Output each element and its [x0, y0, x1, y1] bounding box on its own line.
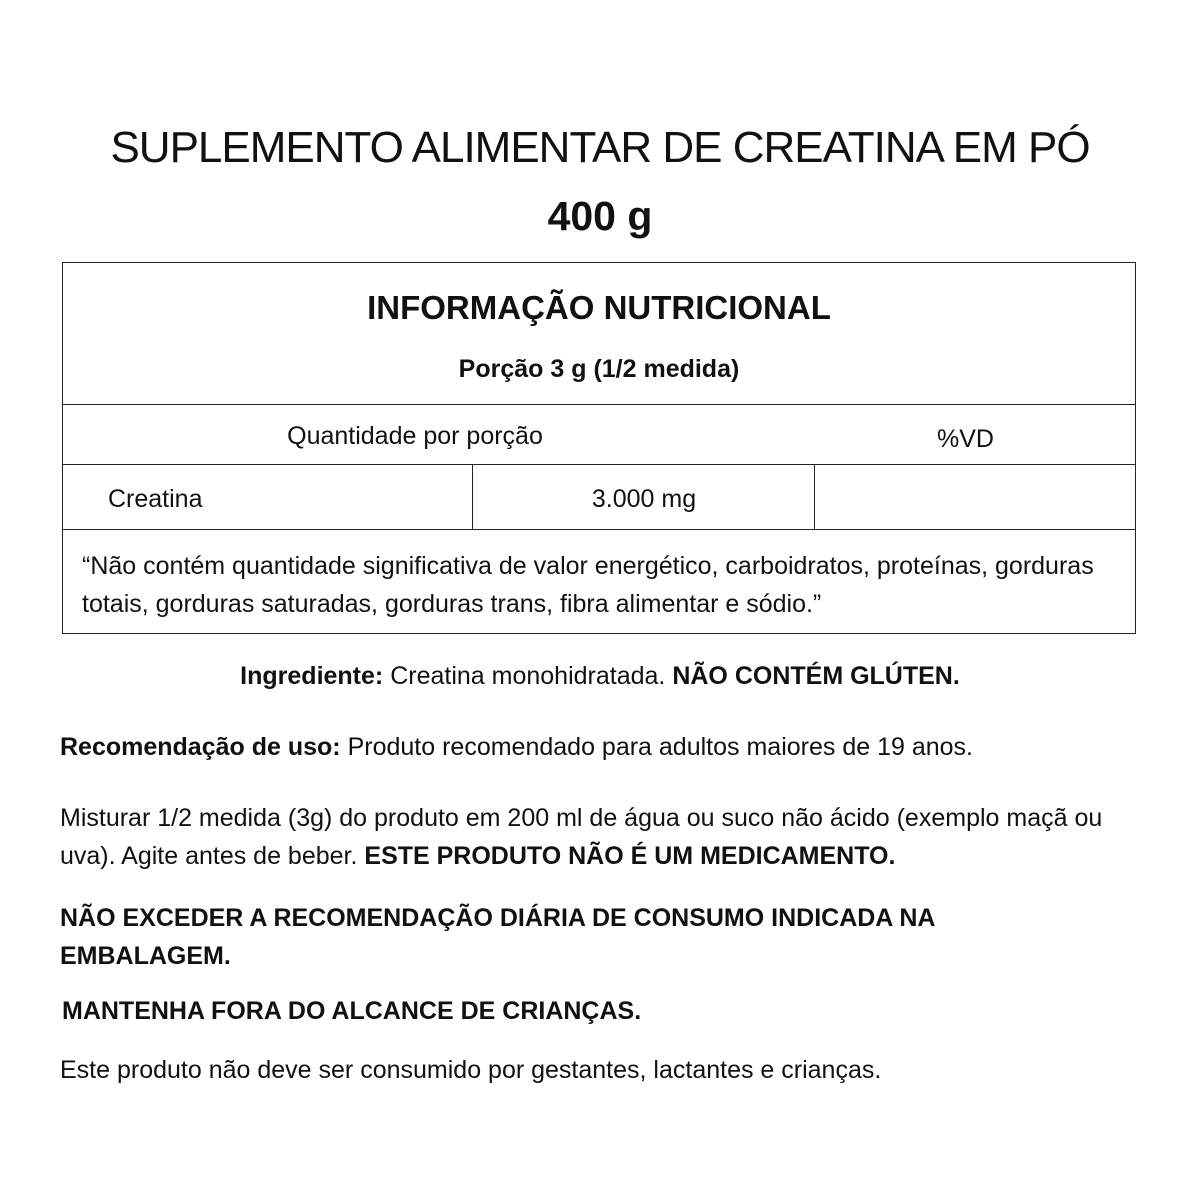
medication-warning: ESTE PRODUTO NÃO É UM MEDICAMENTO. — [364, 842, 896, 870]
usage-label: Recomendação de uso: — [60, 733, 341, 761]
usage-line — [60, 728, 1150, 766]
children-warning — [62, 992, 1152, 1030]
footer-note: Este produto não deve ser consumido por gestantes, lactantes e crianças. — [60, 1056, 882, 1084]
daily-limit-warning — [60, 899, 1100, 975]
quantity-header: Quantidade por porção — [287, 422, 543, 450]
nutrition-title: INFORMAÇÃO NUTRICIONAL — [367, 289, 831, 326]
table-divider — [63, 464, 1135, 465]
table-divider — [63, 529, 1135, 530]
ingredient-text: Creatina monohidratada. — [383, 662, 673, 690]
nutrient-amount: 3.000 mg — [591, 485, 697, 513]
daily-limit-text: NÃO EXCEDER A RECOMENDAÇÃO DIÁRIA DE CONSUMO INDICADA NA EMBALAGEM. — [60, 904, 935, 970]
mix-text: Misturar 1/2 medida (3g) do produto em 200 ml de água ou suco não ácido (exemplo maçã ou uva). Agite antes de beber. — [60, 804, 1103, 870]
ingredient-label: Ingrediente: — [240, 662, 384, 690]
ingredient-line — [0, 657, 1200, 695]
portion-size: Porção 3 g (1/2 medida) — [458, 355, 740, 383]
children-warning-text: MANTENHA FORA DO ALCANCE DE CRIANÇAS. — [62, 997, 642, 1025]
gluten-warning: NÃO CONTÉM GLÚTEN. — [672, 662, 960, 690]
mix-instructions — [60, 799, 1155, 875]
usage-text: Produto recomendado para adultos maiores de 19 anos. — [340, 733, 973, 761]
vd-header: %VD — [937, 425, 994, 453]
nutrition-table — [62, 262, 1136, 634]
nutrition-note: “Não contém quantidade significativa de valor energético, carboidratos, proteínas, gorduras totais, gorduras saturadas, gorduras trans, fibra alimentar e sódio.” — [82, 552, 1094, 618]
table-divider — [63, 404, 1135, 405]
nutrient-name: Creatina — [108, 485, 203, 513]
product-title: SUPLEMENTO ALIMENTAR DE CREATINA EM PÓ — [110, 123, 1090, 172]
product-weight: 400 g — [547, 193, 653, 239]
